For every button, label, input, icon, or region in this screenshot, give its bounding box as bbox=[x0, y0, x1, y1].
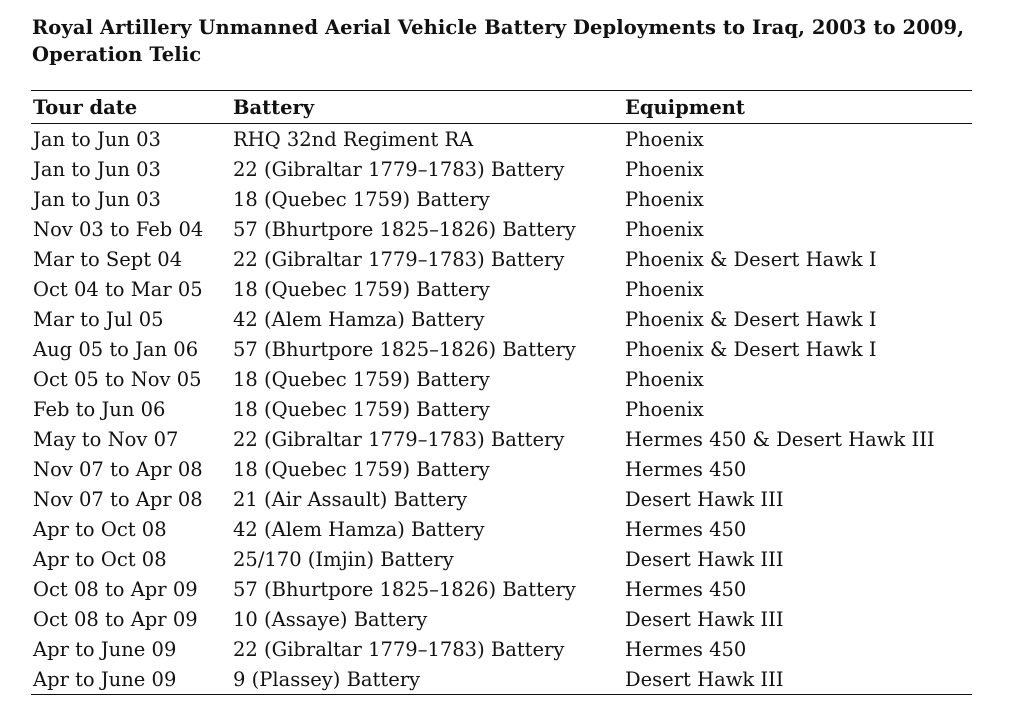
cell-battery: 22 (Gibraltar 1779–1783) Battery bbox=[233, 637, 565, 661]
header-row bbox=[31, 91, 972, 124]
header-battery: Battery bbox=[231, 91, 623, 124]
cell-equipment: Phoenix bbox=[625, 217, 704, 241]
cell-battery: 22 (Gibraltar 1779–1783) Battery bbox=[233, 427, 565, 451]
table-row bbox=[31, 394, 972, 424]
cell-battery: 9 (Plassey) Battery bbox=[233, 667, 421, 691]
cell-battery: 57 (Bhurtpore 1825–1826) Battery bbox=[233, 577, 576, 601]
table-row bbox=[31, 304, 972, 334]
cell-equipment: Phoenix bbox=[625, 277, 704, 301]
table-row bbox=[31, 454, 972, 484]
table-row bbox=[31, 574, 972, 604]
cell-tour-date: Apr to Oct 08 bbox=[33, 547, 167, 571]
cell-tour-date: Apr to June 09 bbox=[33, 637, 177, 661]
cell-equipment: Phoenix bbox=[625, 397, 704, 421]
table-row bbox=[31, 514, 972, 544]
header-tour-date: Tour date bbox=[31, 91, 231, 124]
cell-equipment: Desert Hawk III bbox=[625, 487, 784, 511]
cell-tour-date: Jan to Jun 03 bbox=[33, 187, 161, 211]
table-row bbox=[31, 364, 972, 394]
table-row bbox=[31, 634, 972, 664]
header-equipment: Equipment bbox=[623, 91, 972, 124]
cell-equipment: Phoenix & Desert Hawk I bbox=[625, 247, 877, 271]
table-row bbox=[31, 154, 972, 184]
cell-tour-date: Oct 08 to Apr 09 bbox=[33, 577, 198, 601]
cell-tour-date: Oct 05 to Nov 05 bbox=[33, 367, 202, 391]
cell-equipment: Desert Hawk III bbox=[625, 607, 784, 631]
cell-equipment: Hermes 450 bbox=[625, 577, 747, 601]
cell-equipment: Desert Hawk III bbox=[625, 547, 784, 571]
cell-battery: RHQ 32nd Regiment RA bbox=[233, 127, 474, 151]
table-bottom-rule bbox=[31, 694, 972, 695]
cell-battery: 22 (Gibraltar 1779–1783) Battery bbox=[233, 247, 565, 271]
cell-equipment: Phoenix & Desert Hawk I bbox=[625, 307, 877, 331]
cell-equipment: Hermes 450 bbox=[625, 457, 747, 481]
cell-equipment: Phoenix bbox=[625, 187, 704, 211]
cell-battery: 22 (Gibraltar 1779–1783) Battery bbox=[233, 157, 565, 181]
cell-tour-date: Oct 04 to Mar 05 bbox=[33, 277, 203, 301]
table-row bbox=[31, 124, 972, 155]
cell-equipment: Desert Hawk III bbox=[625, 667, 784, 691]
cell-battery: 10 (Assaye) Battery bbox=[233, 607, 428, 631]
cell-battery: 25/170 (Imjin) Battery bbox=[233, 547, 454, 571]
cell-equipment: Phoenix & Desert Hawk I bbox=[625, 337, 877, 361]
cell-tour-date: Jan to Jun 03 bbox=[33, 127, 161, 151]
cell-battery: 42 (Alem Hamza) Battery bbox=[233, 307, 485, 331]
cell-battery: 18 (Quebec 1759) Battery bbox=[233, 397, 490, 421]
cell-battery: 21 (Air Assault) Battery bbox=[233, 487, 468, 511]
cell-tour-date: Feb to Jun 06 bbox=[33, 397, 166, 421]
table-row bbox=[31, 214, 972, 244]
table-row bbox=[31, 334, 972, 364]
cell-tour-date: Nov 07 to Apr 08 bbox=[33, 487, 203, 511]
table-row bbox=[31, 664, 972, 694]
cell-tour-date: Jan to Jun 03 bbox=[33, 157, 161, 181]
cell-battery: 57 (Bhurtpore 1825–1826) Battery bbox=[233, 217, 576, 241]
cell-equipment: Phoenix bbox=[625, 367, 704, 391]
cell-battery: 57 (Bhurtpore 1825–1826) Battery bbox=[233, 337, 576, 361]
cell-tour-date: Nov 07 to Apr 08 bbox=[33, 457, 203, 481]
cell-battery: 18 (Quebec 1759) Battery bbox=[233, 457, 490, 481]
cell-equipment: Hermes 450 bbox=[625, 517, 747, 541]
cell-battery: 42 (Alem Hamza) Battery bbox=[233, 517, 485, 541]
cell-equipment: Hermes 450 bbox=[625, 637, 747, 661]
table-row bbox=[31, 274, 972, 304]
cell-tour-date: Apr to June 09 bbox=[33, 667, 177, 691]
deployments-table-wrapper bbox=[31, 90, 972, 695]
cell-battery: 18 (Quebec 1759) Battery bbox=[233, 187, 490, 211]
cell-tour-date: Oct 08 to Apr 09 bbox=[33, 607, 198, 631]
cell-battery: 18 (Quebec 1759) Battery bbox=[233, 277, 490, 301]
cell-tour-date: Mar to Jul 05 bbox=[33, 307, 164, 331]
table-header bbox=[31, 91, 972, 124]
table-title: Royal Artillery Unmanned Aerial Vehicle Battery Deployments to Iraq, 2003 to 2009, Operation Telic bbox=[32, 16, 965, 66]
table-row bbox=[31, 424, 972, 454]
cell-tour-date: May to Nov 07 bbox=[33, 427, 179, 451]
cell-tour-date: Apr to Oct 08 bbox=[33, 517, 167, 541]
cell-tour-date: Aug 05 to Jan 06 bbox=[33, 337, 199, 361]
table-row bbox=[31, 184, 972, 214]
table-body bbox=[31, 124, 972, 695]
cell-battery: 18 (Quebec 1759) Battery bbox=[233, 367, 490, 391]
cell-equipment: Phoenix bbox=[625, 157, 704, 181]
cell-tour-date: Mar to Sept 04 bbox=[33, 247, 183, 271]
cell-tour-date: Nov 03 to Feb 04 bbox=[33, 217, 204, 241]
table-row bbox=[31, 604, 972, 634]
cell-equipment: Phoenix bbox=[625, 127, 704, 151]
deployments-table bbox=[31, 91, 972, 694]
table-row bbox=[31, 484, 972, 514]
cell-equipment: Hermes 450 & Desert Hawk III bbox=[625, 427, 935, 451]
table-row bbox=[31, 244, 972, 274]
table-row bbox=[31, 544, 972, 574]
